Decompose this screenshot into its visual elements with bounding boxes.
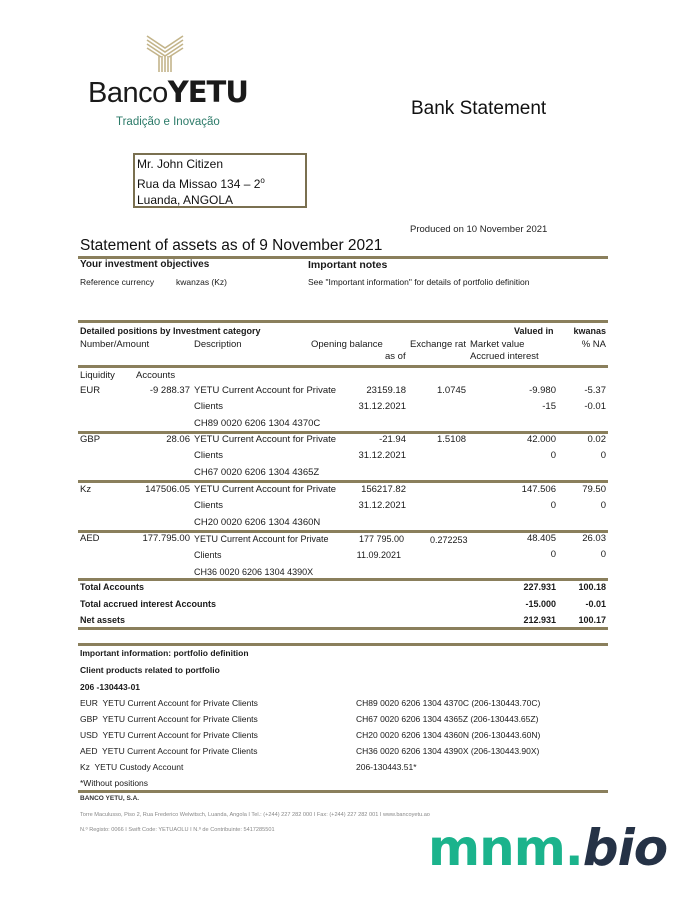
- client-products-heading: Client products related to portfolio: [80, 665, 220, 675]
- total-value: -15.000: [525, 599, 556, 609]
- watermark-part2: bio: [582, 819, 668, 877]
- row-accrued-interest: 0: [550, 500, 556, 511]
- total-label: Total accrued interest Accounts: [80, 599, 217, 609]
- portfolio-id: 206 -130443-01: [80, 682, 141, 692]
- footer-company: BANCO YETU, S.A.: [80, 795, 140, 802]
- divider: [78, 480, 608, 483]
- row-as-of-date: 31.12.2021: [358, 401, 406, 412]
- divider: [78, 365, 608, 368]
- row-opening-balance: 156217.82: [361, 484, 406, 495]
- row-as-of-date: 31.12.2021: [358, 450, 406, 461]
- recipient-street: [137, 173, 303, 193]
- row-market-value: 42.000: [526, 434, 556, 445]
- row-description-2: Clients: [194, 550, 222, 560]
- total-pct: -0.01: [585, 599, 606, 609]
- row-pct-na-2: -0.01: [584, 401, 606, 412]
- product-ref: CH67 0020 6206 1304 4365Z (206-130443.65Z): [356, 714, 539, 724]
- row-description: YETU Current Account for Private: [194, 484, 337, 495]
- positions-heading: Detailed positions by Investment category: [80, 326, 261, 336]
- logo-brand-light: Banco: [88, 77, 168, 109]
- street-floor-sup: o: [260, 175, 265, 185]
- row-amount: 147506.05: [145, 484, 190, 495]
- col-market-value: Market value: [470, 339, 525, 350]
- product-name: Kz YETU Custody Account: [80, 762, 184, 772]
- product-ref: CH89 0020 6206 1304 4370C (206-130443.70C): [356, 698, 541, 708]
- col-description: Description: [194, 339, 242, 350]
- footer-registry: N.º Registo: 0066 I Swift Code: YETUAOLU I N.º de Contribuinte: 5417285501: [80, 827, 275, 833]
- row-currency: AED: [80, 533, 100, 544]
- row-pct-na: 79.50: [582, 484, 606, 495]
- total-pct: 100.18: [578, 582, 606, 592]
- product-name: AED YETU Current Account for Private Clients: [80, 746, 258, 756]
- street-text: Rua da Missao 134 – 2: [137, 176, 261, 191]
- notes-text: See "Important information" for details of portfolio definition: [308, 277, 530, 287]
- row-accrued-interest: 0: [550, 549, 556, 560]
- important-info-heading: Important information: portfolio definition: [80, 648, 249, 658]
- row-exchange-rate: 0.272253: [430, 535, 468, 545]
- row-iban: CH20 0020 6206 1304 4360N: [194, 517, 321, 528]
- row-exchange-rate: 1.5108: [437, 434, 467, 445]
- product-name: USD YETU Current Account for Private Clients: [80, 730, 258, 740]
- row-amount: -9 288.37: [149, 385, 190, 396]
- recipient-city: Luanda, ANGOLA: [137, 193, 234, 207]
- produced-date: Produced on 10 November 2021: [410, 224, 548, 235]
- product-ref: CH36 0020 6206 1304 4390X (206-130443.90X): [356, 746, 540, 756]
- total-pct: 100.17: [578, 615, 606, 625]
- notes-heading: Important notes: [308, 259, 388, 271]
- footnote: *Without positions: [80, 778, 149, 788]
- row-accrued-interest: -15: [542, 401, 556, 412]
- row-pct-na: 0.02: [587, 434, 606, 445]
- row-opening-balance: -21.94: [379, 434, 406, 445]
- yetu-logo-icon: [145, 34, 185, 74]
- row-accrued-interest: 0: [550, 450, 556, 461]
- watermark-part1: mnm.: [428, 819, 583, 877]
- watermark-logo: [428, 818, 667, 878]
- objectives-heading: Your investment objectives: [80, 259, 210, 270]
- col-as-of: as of: [385, 351, 406, 362]
- reference-currency-value: kwanzas (Kz): [176, 277, 228, 287]
- document-title: Bank Statement: [411, 98, 547, 119]
- total-label: Net assets: [80, 615, 126, 625]
- product-ref: CH20 0020 6206 1304 4360N (206-130443.60N): [356, 730, 541, 740]
- row-currency: GBP: [80, 434, 101, 445]
- row-as-of-date: 31.12.2021: [358, 500, 406, 511]
- row-pct-na-2: 0: [600, 549, 606, 560]
- total-value: 227.931: [523, 582, 556, 592]
- product-name: EUR YETU Current Account for Private Clients: [80, 698, 258, 708]
- row-description-2: Clients: [194, 401, 224, 412]
- product-name: GBP YETU Current Account for Private Clients: [80, 714, 258, 724]
- col-exchange-rate: Exchange rat: [410, 339, 466, 350]
- statement-title: Statement of assets as of 9 November 2021: [80, 237, 383, 254]
- row-as-of-date: 11.09.2021: [356, 550, 401, 560]
- footer-address: Torre Maculusso, Piso 2, Rua Frederico Welwitsch, Luanda, Angola I Tel.: (+244) 227 282 000 I Fax: (+244) 227 282 001 I www.bancoyetu.ao: [80, 812, 430, 818]
- row-opening-balance: 23159.18: [366, 385, 406, 396]
- subcategory-accounts: Accounts: [136, 370, 176, 381]
- total-label: Total Accounts: [80, 582, 145, 592]
- row-amount: 177.795.00: [142, 533, 190, 544]
- row-iban: CH67 0020 6206 1304 4365Z: [194, 467, 320, 478]
- recipient-name: Mr. John Citizen: [137, 157, 224, 171]
- row-pct-na-2: 0: [600, 450, 606, 461]
- logo-brand-bold: YETU: [167, 75, 248, 109]
- col-accrued-interest: Accrued interest: [470, 351, 539, 362]
- row-description-2: Clients: [194, 450, 224, 461]
- row-pct-na: -5.37: [584, 385, 606, 396]
- col-opening-balance: Opening balance: [311, 339, 383, 350]
- row-market-value: 147.506: [521, 484, 556, 495]
- row-opening-balance: 177 795.00: [358, 534, 404, 544]
- valued-in-label: Valued in: [514, 326, 554, 336]
- divider: [78, 320, 608, 323]
- row-currency: EUR: [80, 385, 101, 396]
- divider: [78, 643, 608, 646]
- row-market-value: -9.980: [529, 385, 556, 396]
- product-ref: 206-130443.51*: [356, 762, 417, 772]
- reference-currency-label: Reference currency: [80, 277, 155, 287]
- bank-logo-wordmark: [88, 76, 248, 109]
- category-liquidity: Liquidity: [80, 370, 115, 381]
- col-pct-na: % NA: [581, 339, 606, 350]
- row-description-2: Clients: [194, 500, 224, 511]
- logo-tagline: Tradição e Inovação: [116, 116, 220, 128]
- total-value: 212.931: [523, 615, 556, 625]
- row-iban: CH36 0020 6206 1304 4390X: [194, 567, 314, 577]
- row-exchange-rate: 1.0745: [437, 385, 467, 396]
- row-currency: Kz: [80, 484, 92, 495]
- divider: [78, 627, 608, 630]
- row-description: YETU Current Account for Private: [194, 534, 329, 544]
- row-description: YETU Current Account for Private: [194, 385, 337, 396]
- row-description: YETU Current Account for Private: [194, 434, 337, 445]
- col-number-amount: Number/Amount: [80, 339, 150, 350]
- valued-currency: kwanas: [573, 326, 606, 336]
- row-pct-na-2: 0: [600, 500, 606, 511]
- row-iban: CH89 0020 6206 1304 4370C: [194, 418, 321, 429]
- row-market-value: 48.405: [526, 533, 556, 544]
- row-amount: 28.06: [166, 434, 190, 445]
- divider: [78, 790, 608, 793]
- recipient-address-box: [133, 153, 307, 208]
- row-pct-na: 26.03: [582, 533, 606, 544]
